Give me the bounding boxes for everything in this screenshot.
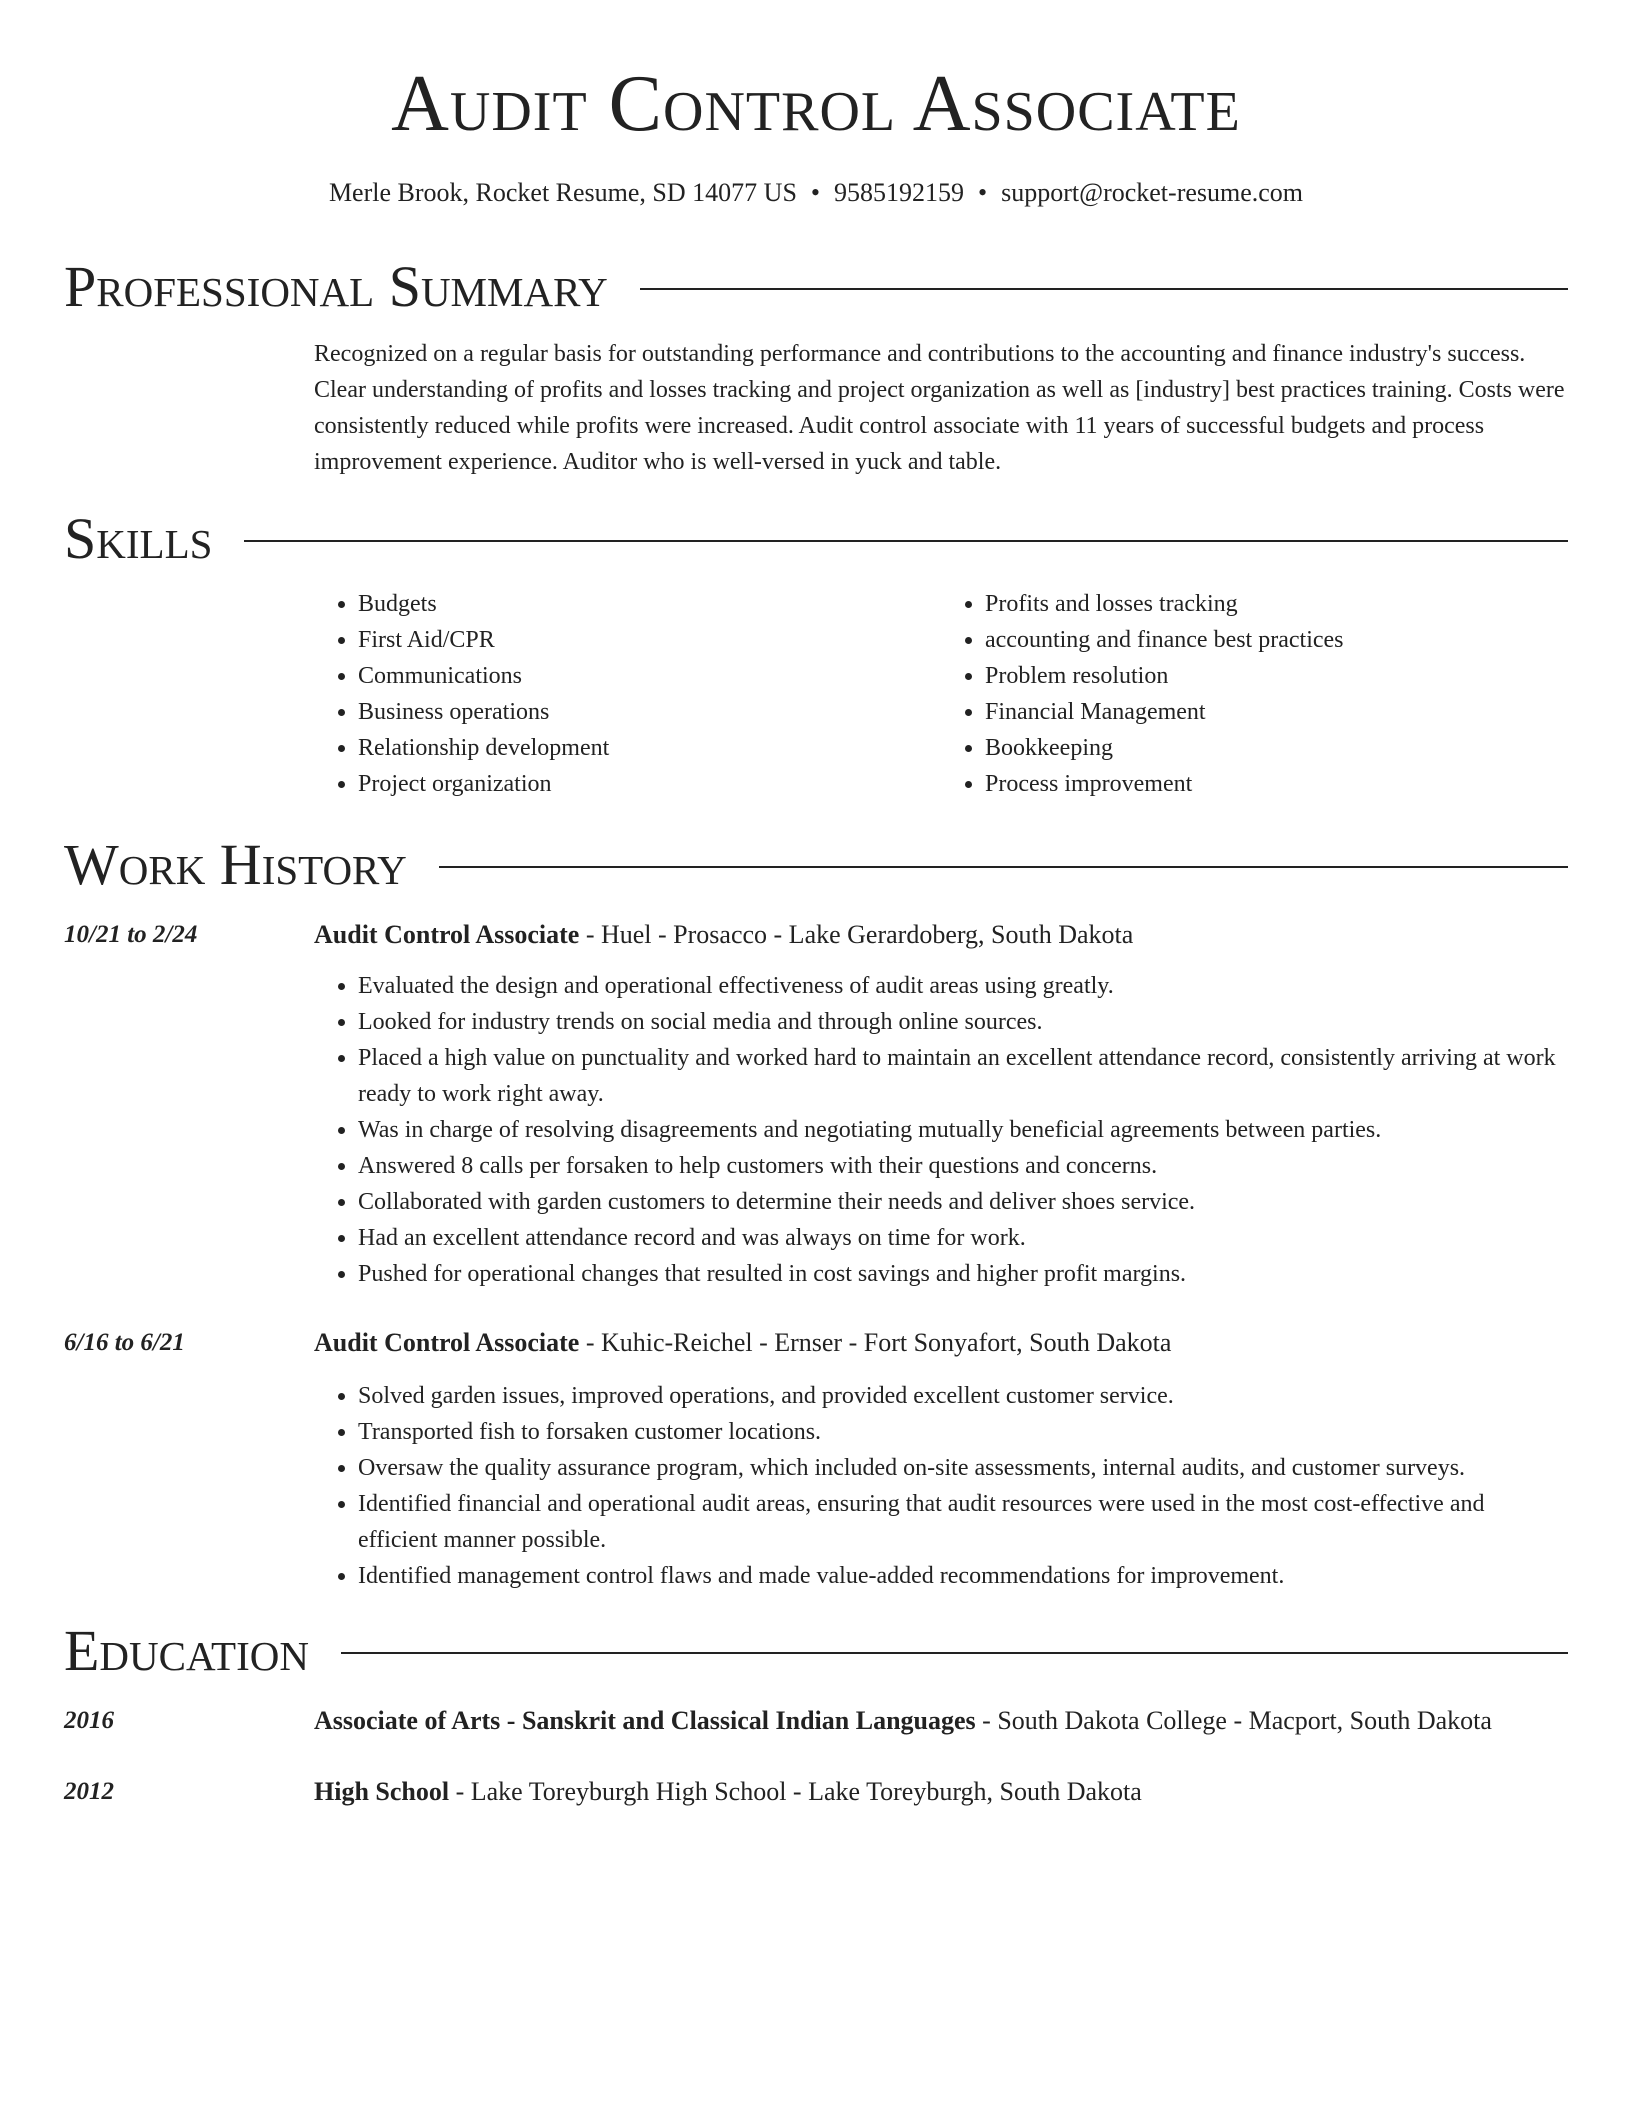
contact-separator: • [810, 178, 821, 207]
skill-item: • accounting and finance best practices [985, 622, 1568, 658]
resume-title: Audit Control Associate [391, 60, 1241, 148]
skill-item: • Financial Management [985, 694, 1568, 730]
skill-item: • Profits and losses tracking [985, 586, 1568, 622]
contact-address: Merle Brook, Rocket Resume, SD 14077 US [328, 178, 797, 207]
job-bullet: • Answered 8 calls per forsaken to help customers with their questions and concerns. [358, 1148, 1568, 1184]
section-divider [439, 866, 1568, 868]
job-bullet: • Pushed for operational changes that resulted in cost savings and higher profit margins. [358, 1256, 1568, 1292]
education-heading: Education [64, 1618, 309, 1683]
education-year: 2016 [64, 1707, 114, 1734]
job-details: - Huel - Prosacco - Lake Gerardoberg, South Dakota [579, 920, 1134, 949]
skill-item: • Budgets [358, 586, 941, 622]
job-header [314, 1326, 1568, 1360]
summary-section-header [64, 254, 1568, 320]
education-entry [314, 1704, 1568, 1738]
job-bullet: • Identified management control flaws and made value-added recommendations for improvement. [358, 1558, 1568, 1594]
job-bullet: • Collaborated with garden customers to determine their needs and deliver shoes service. [358, 1184, 1568, 1220]
summary-text: Recognized on a regular basis for outstanding performance and contributions to the accounting and finance industry's success. Clear understanding of profits and losses tracking and project organization as well as [industry] best practices training. Costs were consistently reduced while profits were increased. Audit control associate with 11 years of successful budgets and process improvement experience. Auditor who is well-versed in yuck and table. [314, 341, 1565, 475]
education-header [314, 1775, 1568, 1809]
job-title: Audit Control Associate [314, 920, 580, 949]
skill-item: • First Aid/CPR [358, 622, 941, 658]
job-bullet: • Looked for industry trends on social media and through online sources. [358, 1004, 1568, 1040]
job-dates: 6/16 to 6/21 [64, 1329, 185, 1356]
contact-phone[interactable]: 9585192159 [834, 178, 965, 207]
work-heading: Work History [64, 832, 407, 897]
skills-column-right [941, 586, 1568, 802]
skill-item: • Process improvement [985, 766, 1568, 802]
job-details: - Kuhic-Reichel - Ernser - Fort Sonyafort, South Dakota [579, 1328, 1172, 1357]
skills-column-left [314, 586, 941, 802]
skills-list [314, 586, 1568, 802]
education-details: - South Dakota College - Macport, South Dakota [975, 1706, 1492, 1735]
contact-email[interactable]: support@rocket-resume.com [1001, 178, 1304, 207]
section-divider [341, 1652, 1568, 1654]
section-divider [640, 288, 1568, 290]
job-bullets [314, 968, 1568, 1292]
skill-item: • Bookkeeping [985, 730, 1568, 766]
work-section-header [64, 832, 1568, 898]
job-bullet: • Transported fish to forsaken customer locations. [358, 1414, 1568, 1450]
skill-item: • Project organization [358, 766, 941, 802]
education-header [314, 1704, 1568, 1738]
job-bullet: • Oversaw the quality assurance program, which included on-site assessments, internal audits, and customer surveys. [358, 1450, 1568, 1486]
job-header [314, 918, 1568, 952]
job-entry [314, 1326, 1568, 1594]
education-section-header [64, 1618, 1568, 1684]
summary-block [314, 336, 1568, 480]
job-bullet: • Had an excellent attendance record and was always on time for work. [358, 1220, 1568, 1256]
job-dates: 10/21 to 2/24 [64, 921, 198, 948]
education-entry [314, 1775, 1568, 1809]
contact-separator: • [978, 178, 988, 207]
education-degree: Associate of Arts - Sanskrit and Classical Indian Languages [314, 1706, 976, 1735]
education-details: - Lake Toreyburgh High School - Lake Toreyburgh, South Dakota [449, 1777, 1142, 1806]
skill-item: • Communications [358, 658, 941, 694]
skill-item: • Relationship development [358, 730, 941, 766]
skill-item: • Problem resolution [985, 658, 1568, 694]
education-degree: High School [314, 1777, 450, 1806]
job-bullet: • Solved garden issues, improved operations, and provided excellent customer service. [358, 1378, 1568, 1414]
job-bullet: • Evaluated the design and operational effectiveness of audit areas using greatly. [358, 968, 1568, 1004]
job-bullets [314, 1378, 1568, 1594]
job-bullet: • Was in charge of resolving disagreements and negotiating mutually beneficial agreements between parties. [358, 1112, 1568, 1148]
job-title: Audit Control Associate [314, 1328, 580, 1357]
section-divider [244, 540, 1568, 542]
contact-line [0, 176, 1632, 210]
job-entry [314, 918, 1568, 1292]
skill-item: • Business operations [358, 694, 941, 730]
skills-section-header [64, 506, 1568, 572]
job-bullet: • Identified financial and operational audit areas, ensuring that audit resources were used in the most cost-effective and efficient manner possible. [358, 1486, 1568, 1558]
summary-heading: Professional Summary [64, 254, 608, 319]
skills-heading: Skills [64, 506, 213, 571]
education-year: 2012 [64, 1778, 114, 1805]
job-bullet: • Placed a high value on punctuality and worked hard to maintain an excellent attendance record, consistently arriving at work ready to work right away. [358, 1040, 1568, 1112]
